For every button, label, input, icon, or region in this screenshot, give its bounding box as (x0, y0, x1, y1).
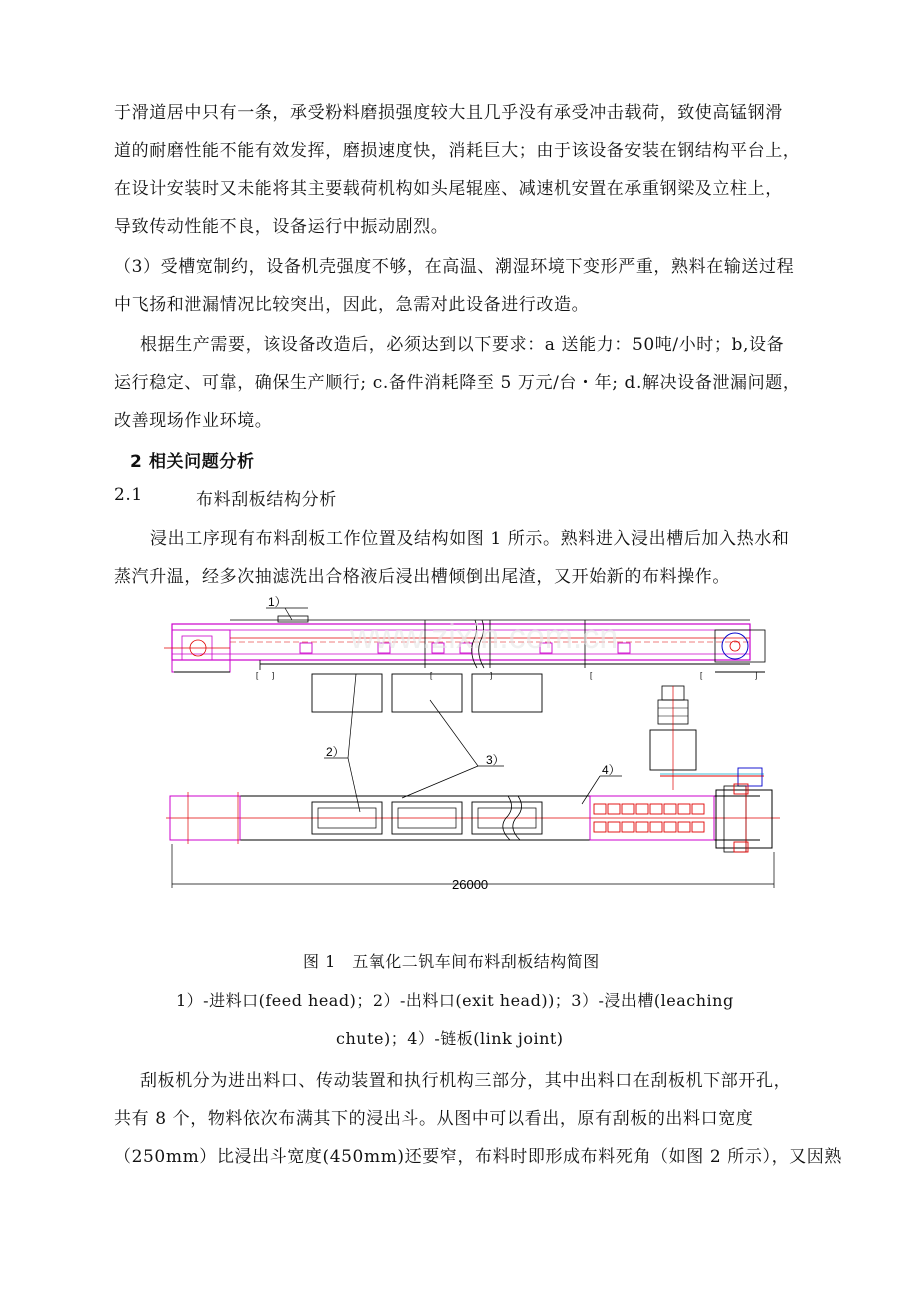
figure-caption-line1: 1）-进料口(feed head)；2）-出料口(exit head))；3）-浸出槽(leaching (176, 991, 734, 1010)
para4-line1: 浸出工序现有布料刮板工作位置及结构如图 1 所示。熟料进入浸出槽后加入热水和 (150, 529, 790, 549)
chute-side-1 (312, 674, 382, 712)
svg-text:[: [ (700, 671, 703, 680)
para3-line2: 运行稳定、可靠，确保生产顺行; c.备件消耗降至 5 万元/台・年; d.解决设备泄漏问题， (114, 373, 801, 393)
para2-line1: （3）受槽宽制约，设备机壳强度不够，在高温、潮湿环境下变形严重，熟料在输送过程 (114, 257, 795, 277)
para5-line1: 刮板机分为进出料口、传动装置和执行机构三部分，其中出料口在刮板机下部开孔， (140, 1071, 792, 1091)
figure-1-diagram (160, 590, 790, 900)
para1-line4: 导致传动性能不良，设备运行中振动剧烈。 (114, 217, 449, 237)
para1-line1: 于滑道居中只有一条，承受粉料磨损强度较大且几乎没有承受冲击载荷，致使高锰钢滑 (114, 103, 783, 123)
svg-text:]: ] (272, 671, 275, 680)
svg-text:]: ] (490, 671, 493, 680)
para1-line2: 道的耐磨性能不能有效发挥，磨损速度快，消耗巨大；由于该设备安装在钢结构平台上， (114, 141, 801, 161)
drive-motor (650, 686, 764, 790)
para1-line3: 在设计安装时又未能将其主要载荷机构如头尾辊座、减速机安置在承重钢梁及立柱上， (114, 179, 783, 199)
plan-view (166, 784, 780, 852)
figure-caption-line2: chute)；4）-链板(link joint) (336, 1029, 564, 1048)
label-2: 2） (326, 745, 345, 759)
label-3: 3） (486, 753, 505, 767)
chute-side-3 (472, 674, 542, 712)
para5-line2: 共有 8 个，物料依次布满其下的浸出斗。从图中可以看出，原有刮板的出料口宽度 (114, 1109, 754, 1129)
svg-text:]: ] (755, 671, 758, 680)
figure-caption-title: 图 1 五氧化二钒车间布料刮板结构简图 (303, 952, 600, 971)
svg-text:[: [ (256, 671, 259, 680)
dimension-label: 26000 (452, 877, 489, 892)
para3-line1: 根据生产需要，该设备改造后，必须达到以下要求：a 送能力：50吨/小时；b,设备 (140, 335, 785, 355)
section-heading-2-1: 布料刮板结构分析 (196, 490, 337, 510)
para4-line2: 蒸汽升温，经多次抽滤洗出合格液后浸出槽倾倒出尾渣，又开始新的布料操作。 (114, 567, 730, 587)
para2-line2: 中飞扬和泄漏情况比较突出，因此，急需对此设备进行改造。 (114, 295, 590, 315)
svg-text:[: [ (590, 671, 593, 680)
watermark-text: www.zixin.com.cn (350, 618, 619, 656)
section-number-2-1: 2.1 (114, 485, 143, 505)
label-4: 4） (602, 763, 621, 777)
para5-line3: （250mm）比浸出斗宽度(450mm)还要窄，布料时即形成布料死角（如图 2 所示），又因熟 (114, 1147, 842, 1167)
section-heading-2: 2 相关问题分析 (130, 452, 255, 472)
para3-line3: 改善现场作业环境。 (114, 411, 273, 431)
chute-side-2 (392, 674, 462, 712)
label-1: 1） (268, 595, 287, 609)
svg-text:[: [ (430, 671, 433, 680)
